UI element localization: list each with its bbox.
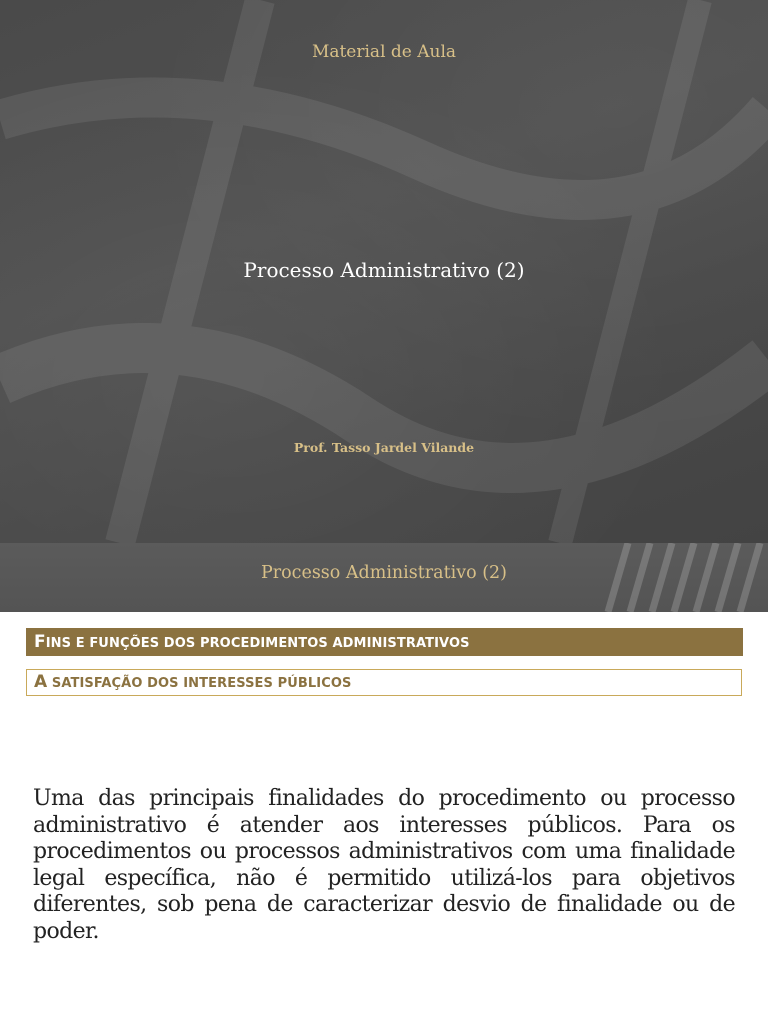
cover-title: Processo Administrativo (2)	[243, 258, 525, 282]
cover-author: Prof. Tasso Jardel Vilande	[293, 440, 475, 455]
section-heading-text: INS E FUNÇÕES DOS PROCEDIMENTOS ADMINISTRATIVOS	[45, 636, 470, 651]
section-heading	[26, 628, 743, 656]
subsection-heading-initial: A	[34, 672, 48, 692]
slide-header	[0, 543, 768, 612]
slide-title: Processo Administrativo (2)	[260, 563, 507, 583]
cover-kicker: Material de Aula	[311, 42, 457, 62]
subsection-heading-text: SATISFAÇÃO DOS INTERESSES PÚBLICOS	[47, 676, 352, 691]
subsection-heading	[26, 669, 742, 696]
body-paragraph: Uma das principais finalidades do procedimento ou processo administrativo é atender aos interesses públicos. Para os procedimentos ou processos administrativos com uma finalidade legal específica, não é permitido utilizá-los para objetivos diferentes, sob pena de caracterizar desvio de finalidade ou de poder.	[33, 786, 735, 944]
section-heading-initial: F	[34, 632, 46, 652]
